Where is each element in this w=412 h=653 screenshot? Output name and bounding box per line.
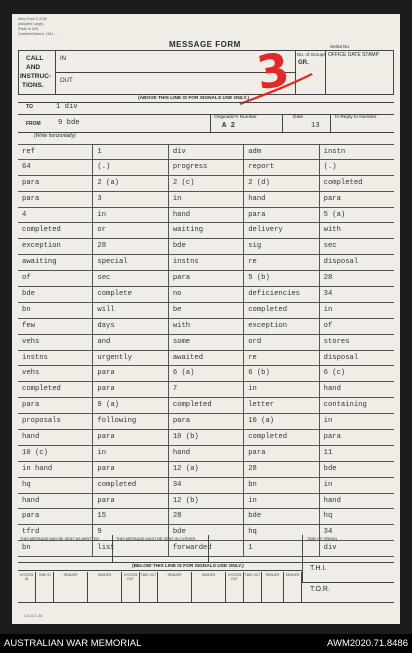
message-cell: 28 [244,462,319,477]
message-cell: or [93,223,168,238]
message-row [18,462,394,478]
message-row [18,319,394,335]
message-cell: div [323,544,337,553]
message-cell: bn [18,303,93,318]
message-cell: hand [244,192,319,207]
message-cell: re [244,255,319,270]
originators-number-value: A 2 [222,122,235,130]
message-cell: in [323,417,333,426]
message-row [18,192,394,208]
message-cell: 2 (a) [93,176,168,191]
message-cell: hand [169,208,244,223]
message-cell: 34 [169,478,244,493]
message-row [18,494,394,510]
message-cell: of [323,321,333,330]
bottom-column-label: SENDER [284,572,302,602]
message-cell: 11 [323,448,333,457]
message-cell: 64 [18,160,93,175]
message-cell: para [169,414,244,429]
message-row [18,239,394,255]
bottom-column-label: READER [158,572,192,602]
message-cell: completed [18,223,93,238]
message-row [18,160,394,176]
message-cell: 9 [93,525,168,540]
and-label: AND [26,64,41,71]
message-cell: para [18,192,93,207]
bottom-column-label: SENDER [88,572,122,602]
message-cell: 15 [93,509,168,524]
message-cell: in [244,382,319,397]
message-row [18,382,394,398]
handwritten-number: 3 [253,42,293,100]
message-cell: vehs [18,335,93,350]
message-cell: para [93,494,168,509]
message-row [18,478,394,494]
message-cell: para [323,433,341,442]
message-cell: exception [244,319,319,334]
message-cell: hq [323,512,333,521]
message-cell: special [93,255,168,270]
message-cell: hand [18,494,93,509]
message-row [18,351,394,367]
form-fine-print-2: (Adopted: Large) [18,22,44,26]
message-cell: waiting [169,223,244,238]
message-cell: sec [323,242,337,251]
message-row [18,366,394,382]
message-cell: in [169,192,244,207]
message-cell: bde [323,464,337,473]
message-cell: letter [244,398,319,413]
bottom-column-label: SENDER [192,572,226,602]
message-cell: hand [169,446,244,461]
message-cell: completed [93,478,168,493]
message-cell: (.) [323,162,337,171]
to-value: 1 div [56,103,78,111]
message-cell: re [244,351,319,366]
message-cell: adm [244,145,319,159]
message-cell: report [244,160,319,175]
message-cell: no [169,287,244,302]
message-cell: 2 (d) [244,176,319,191]
message-grid [18,144,394,557]
message-row [18,176,394,192]
message-cell: 10 (a) [244,414,319,429]
message-cell: 34 [323,528,333,537]
message-cell: stores [323,337,350,346]
message-cell: 4 [18,208,93,223]
message-row [18,287,394,303]
tor-label: T.O.R. [310,586,330,593]
message-cell: para [93,382,168,397]
reply-label: In Reply to Number [335,115,377,120]
message-cell: div [169,145,244,159]
message-cell: few [18,319,93,334]
message-cell: awaiting [18,255,93,270]
form-title: MESSAGE FORM [169,40,241,49]
thi-label: T.H.I. [310,565,327,572]
gr-label: GR. [298,60,309,66]
message-cell: para [18,509,93,524]
message-row [18,541,394,557]
message-cell: bde [18,287,93,302]
bottom-column-label: TIME OUT [244,572,262,602]
in-label: IN [60,56,66,62]
message-cell: 1 [93,145,168,159]
originators-number-label: Originator's Number [214,115,257,120]
message-cell: progress [169,160,244,175]
above-line-note: (ABOVE THIS LINE IS FOR SIGNALS USE ONLY.) [138,96,249,101]
message-cell: 28 [93,239,168,254]
message-cell: days [93,319,168,334]
bottom-column-label: READER [262,572,284,602]
message-cell: exception [18,239,93,254]
message-cell: para [169,271,244,286]
instruc-label: INSTRUC- [20,73,52,80]
message-cell: be [169,303,244,318]
message-row [18,414,394,430]
message-cell: of [18,271,93,286]
bottom-column-label: TIME IN [36,572,54,602]
message-cell: will [93,303,168,318]
message-row [18,430,394,446]
message-cell: deficiencies [244,287,319,302]
message-cell: bn [18,541,93,556]
message-cell: 5 (b) [244,271,319,286]
bottom-column-label: READER [54,572,88,602]
message-cell: in hand [18,462,93,477]
message-cell: hq [244,525,319,540]
serial-no-label: Serial No. [330,44,351,49]
message-cell: para [18,176,93,191]
form-fine-print-4: Combined March, 1941 - ... [18,32,60,36]
to-label: TO [26,104,33,110]
message-cell: in [323,305,333,314]
message-cell: delivery [244,223,319,238]
message-cell: in [244,494,319,509]
message-cell: sec [93,271,168,286]
write-horizontally-note: (Write horizontally) [34,133,76,139]
call-label: CALL [26,55,44,62]
message-cell: in [93,446,168,461]
tions-label: TIONS. [22,82,44,89]
message-row [18,509,394,525]
date-value: 13 [311,122,320,130]
bottom-column-label: SYSTEM OUT [122,572,140,602]
caption-bar [0,634,412,653]
message-cell: 34 [323,290,333,299]
message-cell: para [93,430,168,445]
caption-left: AUSTRALIAN WAR MEMORIAL [4,638,142,649]
message-cell: awaited [169,351,244,366]
bottom-column-label: SYSTEM IN [18,572,36,602]
message-cell: in [93,208,168,223]
message-row [18,303,394,319]
message-row [18,271,394,287]
message-cell: 9 (a) [93,398,168,413]
message-cell: 28 [169,509,244,524]
form-code: 1-5-4-C-36 [24,614,43,618]
message-cell: instn [323,148,346,156]
message-cell: para [93,462,168,477]
message-cell: 6 (c) [323,369,346,378]
message-cell: following [93,414,168,429]
message-cell: in [323,480,333,489]
time-of-origin-label: TIME OF ORIGIN [307,537,337,541]
below-line-note: (BELOW THIS LINE IS FOR SIGNALS USE ONLY.) [132,564,244,569]
message-cell: completed [244,303,319,318]
message-cell: instns [169,255,244,270]
message-cell: and [93,335,168,350]
message-cell: 28 [323,274,333,283]
message-cell: ord [244,335,319,350]
message-cell: para [244,208,319,223]
no-of-groups-label: No. of Groups [297,52,326,57]
message-cell: completed [244,430,319,445]
message-cell: complete [93,287,168,302]
message-cell: hq [18,478,93,493]
message-form [12,14,400,624]
message-cell: bde [169,525,244,540]
message-cell: completed [18,382,93,397]
message-row [18,398,394,414]
message-cell: para [93,366,168,381]
message-cell: proposals [18,414,93,429]
message-cell: instns [18,351,93,366]
message-cell: para [244,446,319,461]
message-cell: 3 [93,192,168,207]
bottom-column-label: TIME OUT [140,572,158,602]
bottom-column-label: SYSTEM OUT [226,572,244,602]
message-cell: 10 (c) [18,446,93,461]
message-cell: containing [323,401,367,410]
message-cell: para [18,398,93,413]
message-cell: 12 (a) [169,462,244,477]
message-cell: with [323,226,341,235]
message-cell: urgently [93,351,168,366]
date-label: Date [293,115,304,120]
office-date-stamp-label: OFFICE DATE STAMP [328,52,379,58]
message-cell: vehs [18,366,93,381]
message-cell: tfrd [18,525,93,540]
message-cell: with [169,319,244,334]
message-cell: sig [244,239,319,254]
message-row [18,335,394,351]
form-fine-print-3: (Pads of 100) [18,27,39,31]
message-cell: some [169,335,244,350]
message-cell: disposal [323,353,359,362]
message-cell: bde [244,509,319,524]
message-cell: 7 [169,382,244,397]
message-cell: ref [18,145,93,159]
out-label: OUT [60,78,73,84]
message-cell: para [323,194,341,203]
message-cell: 2 (c) [169,176,244,191]
form-fine-print-1: Army Form C.2136 [18,17,47,21]
message-row [18,223,394,239]
message-cell: hand [323,385,341,394]
message-row [18,144,394,160]
from-value: 9 bde [58,119,80,127]
message-cell: bn [244,478,319,493]
message-cell: 6 (a) [169,366,244,381]
message-cell: hand [18,430,93,445]
caption-right: AWM2020.71.8486 [327,638,408,649]
message-cell: bde [169,239,244,254]
message-cell: 1 [244,541,319,556]
message-cell: 6 (b) [244,366,319,381]
message-row [18,446,394,462]
message-cell: completed [169,398,244,413]
message-cell: 5 (a) [323,210,346,219]
message-row [18,255,394,271]
message-cell: hand [323,496,341,505]
message-cell: 12 (b) [169,494,244,509]
bottom-signal-columns [18,572,302,602]
message-cell: forwarded [169,541,244,556]
from-label: FROM [26,121,41,127]
cypher-note: THIS MESSAGE MUST BE SENT IN CYPHER [116,537,196,541]
message-cell: 10 (b) [169,430,244,445]
written-note: THIS MESSAGE MAY BE SENT AS WRITTEN [20,537,99,541]
message-cell: (.) [93,160,168,175]
message-cell: disposal [323,258,359,267]
message-row [18,208,394,224]
message-cell: list [93,541,168,556]
message-cell: completed [323,178,363,187]
